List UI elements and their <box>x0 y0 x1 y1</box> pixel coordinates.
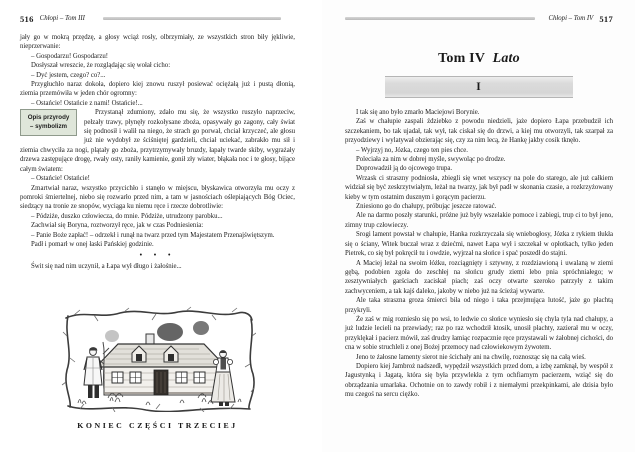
right-page-header <box>345 13 613 24</box>
paragraph: – Ostańcie! Ostańcie z nami! Ostańcie!... <box>31 99 143 107</box>
paragraph: Ale na darmo poszły starunki, próżne już były wszelakie pomoce i zabiegi, trup ci to był jeno, zimny trup człowieczy. <box>345 212 613 229</box>
paragraph: Zaś w chałupie zaspali ździebko z powodu niedzieli, jaże dopiero Łapa przebudził ich szczekaniem, bo tak ujadał, tak wył, tak ciskał się do drzwi, a kiej mu otworzyli, tak szarpał za przyodziewy i wylatywał obzierając się, czy za nim lecą, że Hankę jakby cosik tknęło. <box>345 118 613 145</box>
end-of-part-caption: KONIEC CZĘŚCI TRZECIEJ <box>77 421 238 430</box>
paragraph: Że zaś w mig rozniesło się po wsi, to ledwie co słońce wyniesło się chyla tyla nad chałupy, a już ludzie lecieli na przewiady; raz po raz wchodził ktosik, unosił płachty, zazierał mu w oczy, przyklękał i pacierz mówił, zaś drudzy łamiąc rozpacznie ręce przystawali w żałobnej cichości, do cna w sobie struchleli z onej Bożej przemocy nad człowiekowym żywotem. <box>345 315 613 352</box>
illustration-block <box>20 306 295 430</box>
page-left <box>0 0 312 452</box>
paragraph: Świt się nad nim uczynił, a Łapa wył długo i żałośnie... <box>31 262 182 270</box>
chapter-heading-bar <box>385 76 573 98</box>
paragraph: Srogi lament powstał w chałupie, Hanka rozkrzyczała się wniebogłosy, Józka z rykiem tłukła się o ściany, Witek buczał wraz z dziećmi, nawet Łapa wył i szczekał w opłotkach, tylko jeden Pietrek, co się był pokręcił tu i owdzie, wyjrzał na słońce i spać poszedł do stajni. <box>345 231 613 258</box>
paragraph: Dosłyszał wreszcie, że rozglądając się wołał cicho: <box>31 62 171 70</box>
chapter-number: I <box>476 81 482 93</box>
left-book-title: Chłopi – Tom III <box>39 15 85 22</box>
paragraph: Jeno te żałosne lamenty sierot nie ścichały ani na chwilę, roznosząc się na całą wieś. <box>356 353 586 361</box>
paragraph: – Ostańcie! Ostańcie! <box>31 175 90 183</box>
paragraph: – Gospodarzu! Gospodarzu! <box>31 52 109 60</box>
tome-title <box>345 51 613 67</box>
left-page-body <box>20 33 295 271</box>
paragraph: A Maciej leżał na swoim łóżku, rozciągnięty i sztywny, z rozdziawioną i uwalaną w ziemi gębą, podobien zgoła do zeschłej na słońcu grudy ziemi lebo pnia spróchniałego; w zesztywniałych garściach zaciskał piach; zaś oczy otwarte szeroko patrzyły z takim zachwyceniem, a tak kajś daleko, jakoby w niebo już na ścieżaj wywarte. <box>345 259 613 295</box>
paragraph: Przystanął zdumiony, zdało mu się, że wszystko ruszyło naprzeciw, pełzały trawy, płynęły rozkołysane zboża, opasywały go zagony, cały świat się podnosił i walił na niego, że strach go porwał, chciał krzyczeć, ale głosu już nie wydobył ze ściśniętej gardzieli, chciał uciekać, zabrakło mu sił i ziemia chwyciła za nogi, plątały go zboża, przytrzymywały bruzdy, łapały twarde skiby, wygrażały drzewa zastępujące drogę, rwały osty, raniły kamienie, gonił zły wiater, błąkała noc i te głosy, bijące całym światem: <box>20 109 295 173</box>
paragraph: – Wyjrzyj no, Józka, czego ten pies chce. <box>356 146 468 154</box>
paragraph: – Dyć jestem, czego? co?... <box>31 71 106 79</box>
right-page-number: 517 <box>599 13 613 24</box>
paragraph: Ale taka straszna groza śmierci biła od niego i taka przejmująca lutość, jaże go płachtą przykryli. <box>345 297 613 314</box>
margin-note-line: Opis przyrody <box>27 114 70 122</box>
header-rule <box>103 17 281 20</box>
left-page-number: 516 <box>20 13 34 24</box>
paragraph: Padł i pomarł w onej łaski Pańskiej godzinie. <box>31 240 154 248</box>
paragraph: Poleciała za nim w dobrej myśle, swywoląc po drodze. <box>356 156 506 164</box>
margin-note <box>20 109 77 136</box>
paragraph: – Pódziże, duszko człowiecza, do mnie. Pódziże, utrudzony parobku... <box>31 212 223 220</box>
margin-note-line: – symbolizm <box>29 122 68 130</box>
tome-subtitle-text: Lato <box>492 51 520 66</box>
header-rule <box>345 17 535 20</box>
right-page-body <box>345 108 613 400</box>
right-book-title: Chłopi – Tom IV <box>548 15 594 22</box>
paragraph: Zachwiał się Boryna, roztworzył ręce, jak w czas Podniesienia: <box>31 222 204 230</box>
paragraph: I tak się ano było zmarło Maciejowi Borynie. <box>356 109 480 116</box>
section-separator: • • • <box>139 251 176 260</box>
left-page-header <box>20 13 295 24</box>
page-right <box>322 0 635 452</box>
paragraph: Wrzask ci straszny podniosła, zbiegli się wnet wszyscy na pole do starego, ale już całkiem widział się być zeskrzytwiałym, leżał na twarzy, jak był padł w skonania czasie, a rozkrzyżowany kieby w tym ostatnim dusznym i gorącym pacierzu. <box>345 174 613 201</box>
cottage-illustration <box>60 306 256 412</box>
paragraph: Doprowadził ją do ojcowego trupa. <box>356 165 453 173</box>
paragraph: Przygłuchło naraz dokoła, dopiero kiej znowu ruszył posiewać ociężałą już i pustą dłonią, ziemia przemówiła w jeden chór ogromny: <box>20 81 295 98</box>
paragraph: Dopiero kiej Jambroż nadszedł, wypędził wszystkich przed dom, a izbę zamknął, by wespół z Jagustynką i Jagatą, która się była przywlekła z tym ochfiarnym pacierzem, wziąć się do obrządzania umarlaka. Ochotnie on to zawdy robił i z niemałymi przekpinkami, ale dzisia było mu czegoś na sercu ciężko. <box>345 362 613 399</box>
tome-title-text: Tom IV <box>438 51 485 66</box>
paragraph: Zmartwiał naraz, wszystko przycichło i stanęło w miejscu, błyskawica otworzyła mu oczy z pomroki śmiertelnej, niebo się rozwarło przed nim, a tam w jasnościach oślepiających Bóg Ociec, siedzący na tronie ze snopów, wyciąga ku niemu ręce i rzecze dobrotliwie: <box>20 184 295 211</box>
paragraph-with-margin-note <box>20 108 295 174</box>
paragraph: – Panie Boże zapłać! – odrzekł i runął na twarz przed tym Majestatem Przenajświętszym. <box>31 231 275 239</box>
paragraph: Zniesiono go do chałupy, próbując jeszcze ratować. <box>356 203 497 211</box>
paragraph: jały go w mokrą przędzę, a głosy wciąż rosły, olbrzymiały, ze wszystkich stron biły jękliwie, nieprzerwanie: <box>20 34 295 51</box>
